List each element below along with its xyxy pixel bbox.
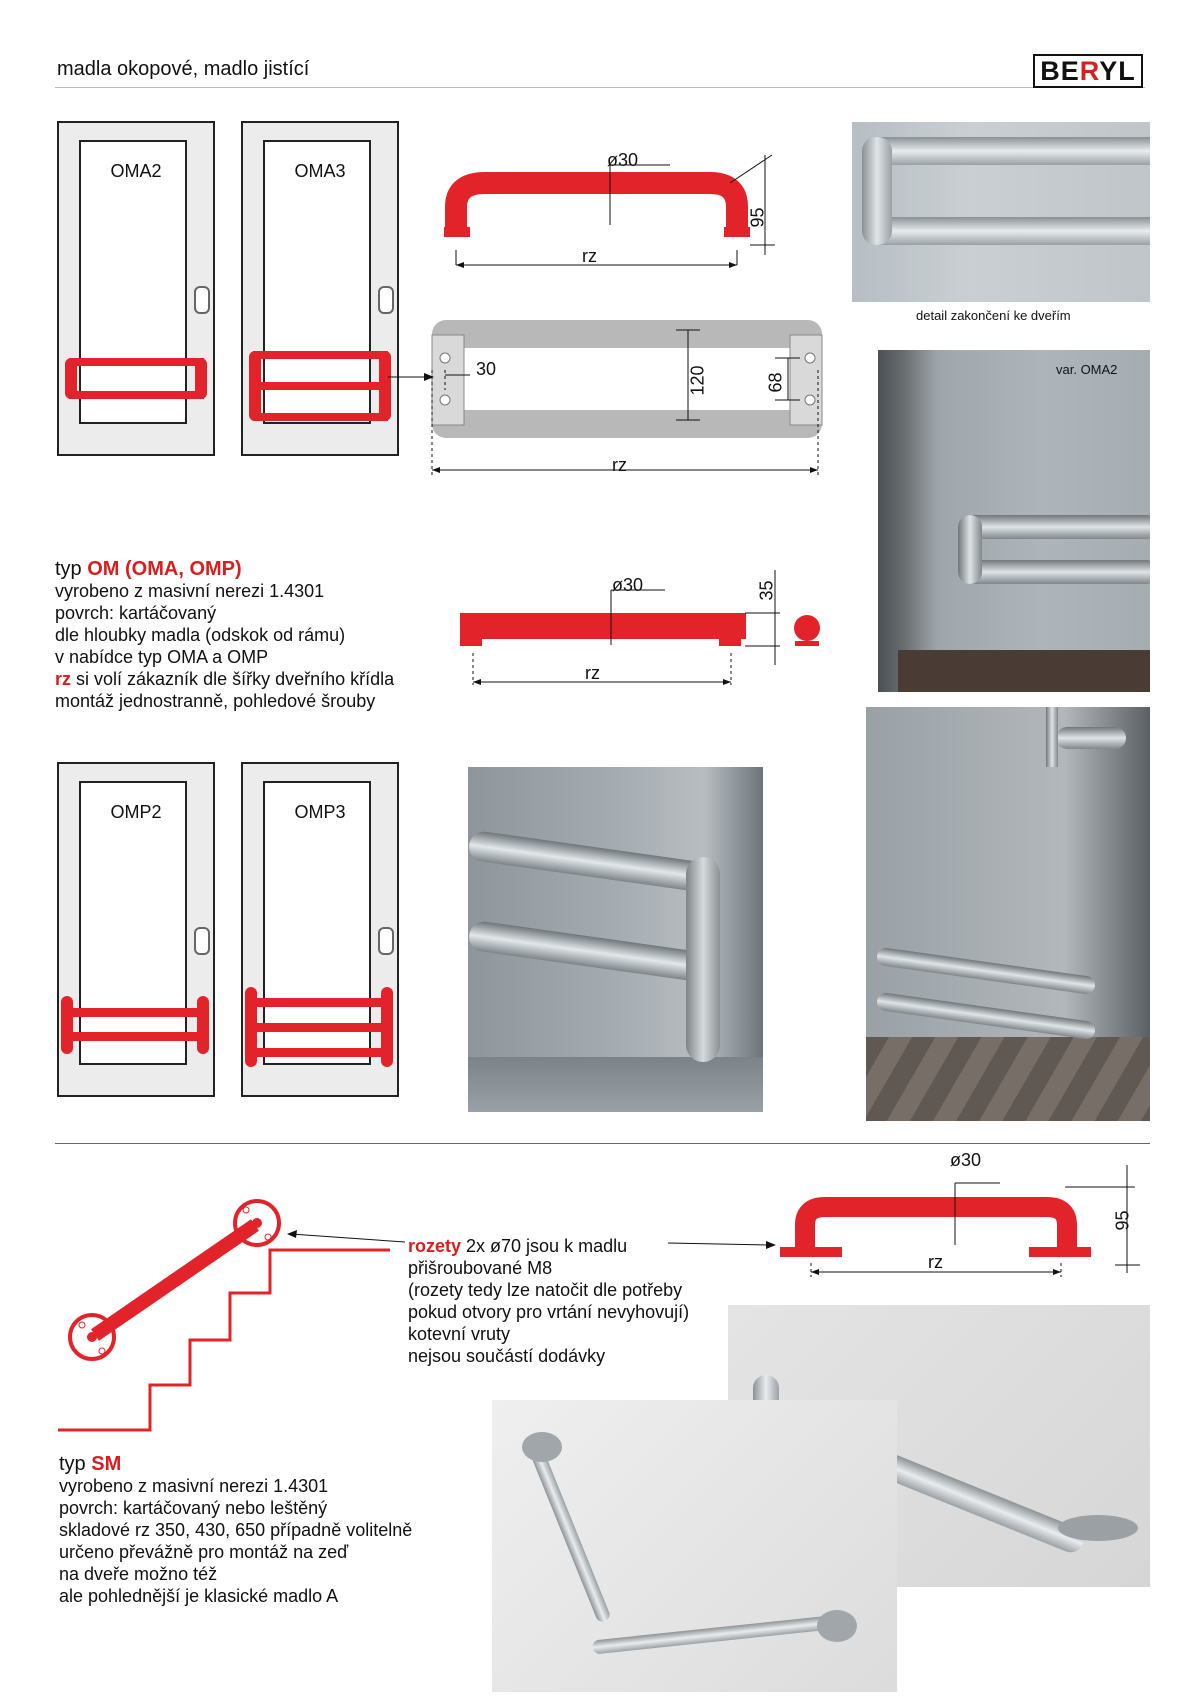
dim-height-95: 95 [1112,1210,1133,1231]
handle-plate [245,987,257,1067]
handle-bar [249,1048,389,1057]
handle-bar [253,382,388,390]
photo-omp-closeup [468,767,763,1112]
door-omp2 [57,762,215,1097]
dim-height-95: 95 [747,207,768,228]
photo-omp-door [866,707,1150,1121]
handle-bar [253,351,388,359]
handle-bar [65,1032,205,1041]
header-divider [55,87,1145,88]
dim-diameter: ø30 [950,1150,982,1170]
handle-plate [61,996,73,1054]
dim-diameter: ø30 [607,150,639,170]
om-type: OM (OMA, OMP) [87,558,242,580]
dim-rz: rz [928,1252,943,1272]
handle-bar [249,998,389,1007]
oma-front-drawing [420,315,840,480]
section-divider [55,1143,1150,1144]
handle-bar [65,1008,205,1017]
sm-side-drawing [775,1165,1155,1280]
dim-height-68: 68 [765,372,786,393]
door-label: OMP2 [110,802,162,822]
handle-bar [249,1023,389,1032]
door-label: OMP3 [294,802,346,822]
lock-icon [378,286,394,314]
door-oma2 [57,121,215,456]
dim-width-30: 30 [476,359,497,379]
lock-icon [378,927,394,955]
door-label: OMA3 [294,161,346,181]
handle-plate [379,351,391,421]
sm-type: SM [91,1453,122,1475]
arrow-icon [388,370,438,384]
om-description: typ OM (OMA, OMP) vyrobeno z masivní nerezi 1.4301 povrch: kartáčovaný dle hloubky madla (odskok od rámu) v nabídce typ OMA a OMP rz si volí zákazník dle šířky dveřního křídla montáž jednostranně, pohledové šrouby [55,558,395,711]
lock-icon [194,286,210,314]
lock-icon [194,927,210,955]
dim-rz: rz [585,663,600,683]
sm-description: typ SM vyrobeno z masivní nerezi 1.4301 povrch: kartáčovaný nebo leštěný skladové rz 350, 430, 650 případně volitelně určeno převážně pro montáž na zeď na dveře možno též ale pohlednější je klasické madlo A [59,1453,413,1606]
door-omp3 [241,762,399,1097]
handle-bar [253,413,388,421]
handle-bar [69,358,204,366]
dim-rz: rz [612,455,627,475]
photo-label: var. OMA2 [1056,362,1118,377]
omp-side-drawing [455,560,835,695]
handle-plate [197,996,209,1054]
dim-height-120: 120 [687,365,708,396]
door-label: OMA2 [110,161,162,181]
door-oma3 [241,121,399,456]
photo-caption: detail zakončení ke dveřím [916,308,1071,323]
photo-detail-ends [852,122,1150,302]
handle-bar [69,391,204,399]
dim-diameter: ø30 [612,575,644,595]
handle-plate [381,987,393,1067]
page-title: madla okopové, madlo jistící [57,58,310,80]
rozety-description: rozety 2x ø70 jsou k madlu přišroubované M8 (rozety tedy lze natočit dle potřeby pokud otvory pro vrtání nevyhovují) kotevní vruty nejsou součástí dodávky [408,1236,690,1366]
arrow-icon [285,1228,410,1248]
photo-sm-angled [492,1400,897,1692]
beryl-logo: BERYL [1033,54,1143,88]
dim-height-35: 35 [756,580,777,601]
photo-door-oma2 [878,350,1150,692]
handle-plate [65,358,77,399]
handle-plate [195,358,207,399]
dim-rz: rz [582,246,597,266]
handle-plate [249,351,261,421]
